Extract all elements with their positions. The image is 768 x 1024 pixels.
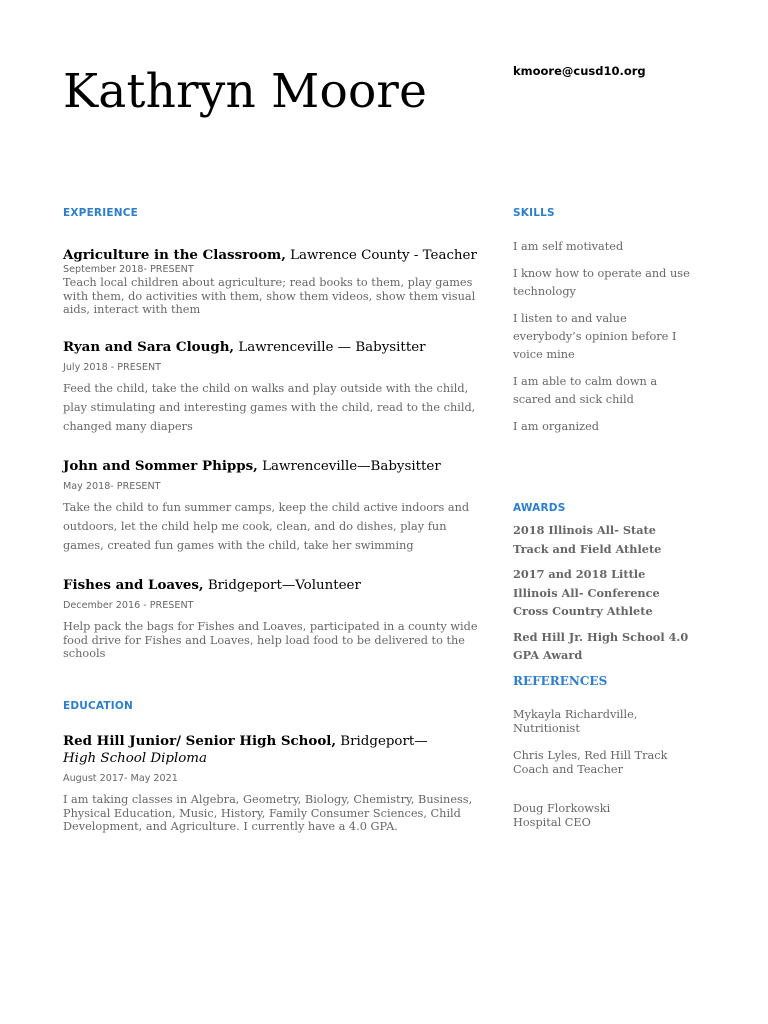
- job-role: Lawrence County - Teacher: [285, 248, 477, 263]
- job-role: Lawrenceville—Babysitter: [257, 459, 441, 474]
- references-list: [513, 708, 691, 829]
- awards-heading: AWARDS: [513, 502, 566, 514]
- experience-heading: EXPERIENCE: [63, 207, 138, 219]
- job-entry: [63, 247, 483, 317]
- awards-list: [513, 521, 691, 665]
- job-organization: Ryan and Sara Clough,: [63, 339, 235, 355]
- job-entry: [63, 339, 483, 436]
- school-name: Red Hill Junior/ Senior High School,: [63, 733, 337, 749]
- skill-item: I know how to operate and use technology: [513, 267, 690, 298]
- education-description: I am taking classes in Algebra, Geometry, Biology, Chemistry, Business, Physical Education, Music, History, Family Consumer Sciences, Child Development, and Agriculture. I currently have a 4.0 GPA.: [63, 793, 473, 833]
- award-item: 2018 Illinois All- State Track and Field Athlete: [513, 523, 662, 556]
- education-entry: [63, 733, 483, 834]
- job-date: September 2018- PRESENT: [63, 264, 194, 275]
- candidate-name: Kathryn Moore: [63, 64, 428, 119]
- job-description: Feed the child, take the child on walks and play outside with the child, play stimulating and interesting games with the child, read to the child, changed many diapers: [63, 382, 476, 433]
- job-organization: John and Sommer Phipps,: [63, 458, 258, 474]
- job-title: [63, 458, 483, 475]
- job-description: Take the child to fun summer camps, keep the child active indoors and outdoors, let the child help me cook, clean, and do dishes, play fun games, created fun games with the child, take her swimming: [63, 501, 470, 552]
- reference-item: Mykayla Richardville, Nutritionist: [513, 708, 638, 735]
- degree-name: High School Diploma: [63, 751, 207, 766]
- skills-list: [513, 238, 691, 436]
- references-heading: REFERENCES: [513, 674, 608, 688]
- skill-item: I am able to calm down a scared and sick child: [513, 375, 658, 406]
- job-role: Lawrenceville — Babysitter: [234, 340, 426, 355]
- job-date: May 2018- PRESENT: [63, 481, 161, 492]
- job-date: December 2016 - PRESENT: [63, 600, 194, 611]
- school-title: [63, 733, 463, 767]
- school-location: Bridgeport—: [336, 734, 428, 749]
- award-item: 2017 and 2018 Little Illinois All- Conference Cross Country Athlete: [513, 567, 660, 618]
- job-entry: [63, 577, 483, 661]
- job-entry: [63, 458, 483, 555]
- skills-heading: SKILLS: [513, 207, 555, 219]
- education-heading: EDUCATION: [63, 700, 134, 712]
- job-title: [63, 247, 483, 264]
- education-date: August 2017- May 2021: [63, 773, 178, 784]
- job-organization: Agriculture in the Classroom,: [63, 247, 286, 263]
- reference-item: Doug Florkowski Hospital CEO: [513, 802, 611, 829]
- job-description: Help pack the bags for Fishes and Loaves, participated in a county wide food drive for Fishes and Loaves, help load food to be delivered to the schools: [63, 620, 478, 660]
- job-organization: Fishes and Loaves,: [63, 577, 204, 593]
- reference-item: Chris Lyles, Red Hill Track Coach and Teacher: [513, 749, 668, 776]
- job-date: July 2018 - PRESENT: [63, 362, 161, 373]
- email-address: kmoore@cusd10.org: [513, 64, 646, 78]
- skill-item: I am organized: [513, 420, 600, 433]
- job-title: [63, 339, 483, 356]
- skill-item: I listen to and value everybody’s opinion before I voice mine: [513, 312, 677, 361]
- job-description: Teach local children about agriculture; read books to them, play games with them, do activities with them, show them videos, show them visual aids, interact with them: [63, 276, 476, 316]
- job-title: [63, 577, 483, 594]
- award-item: Red Hill Jr. High School 4.0 GPA Award: [513, 629, 689, 662]
- job-role: Bridgeport—Volunteer: [203, 578, 361, 593]
- skill-item: I am self motivated: [513, 240, 624, 253]
